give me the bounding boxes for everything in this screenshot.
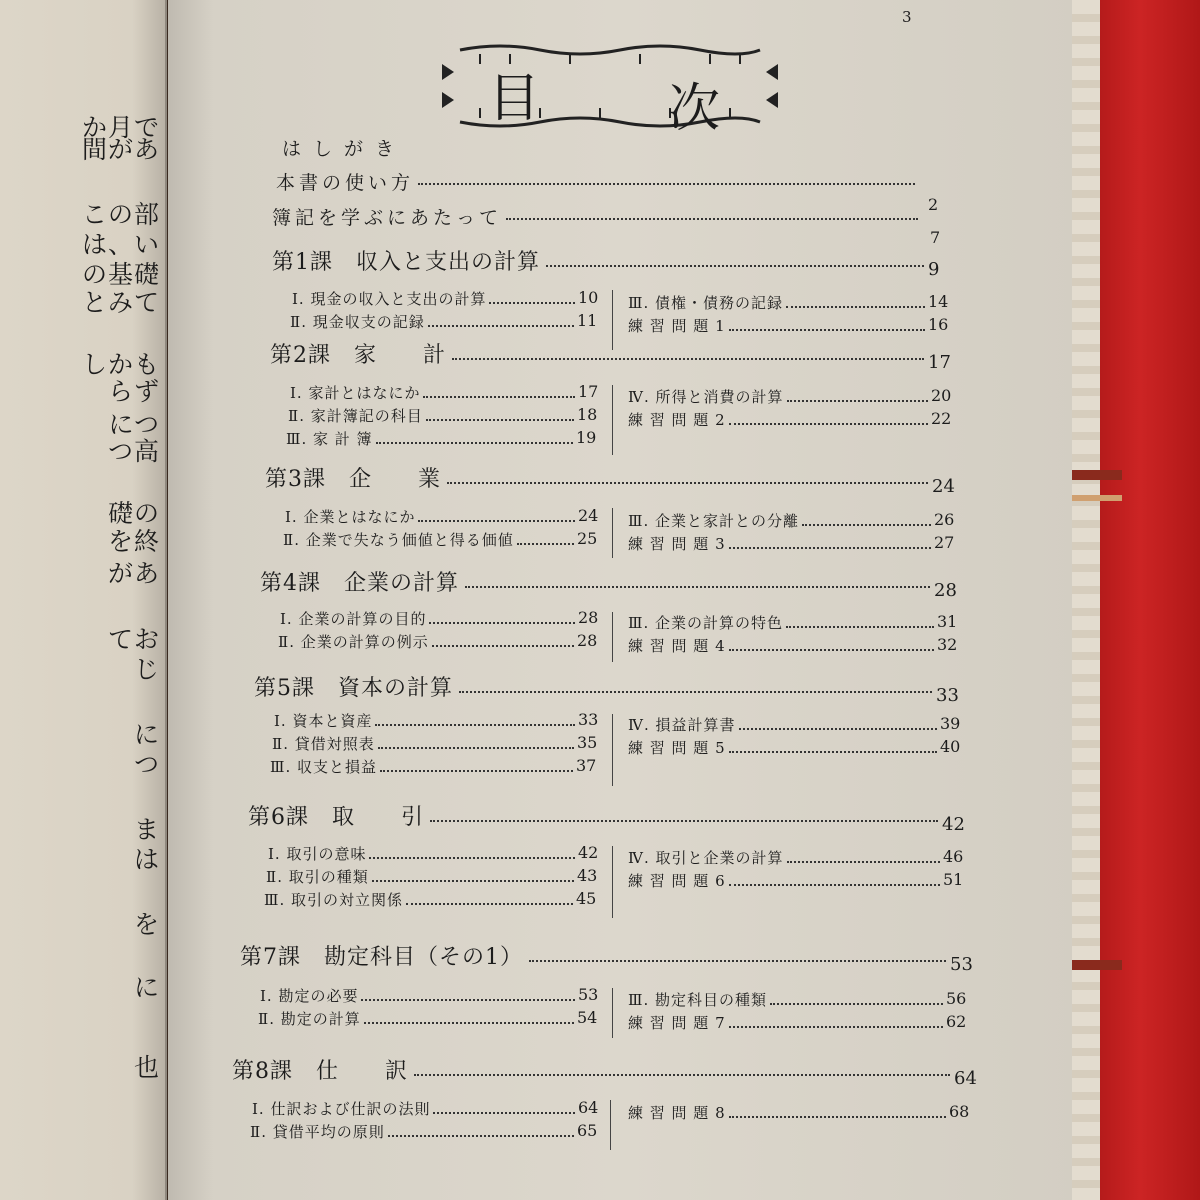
leader-dots [546, 265, 924, 267]
leader-dots [452, 358, 924, 360]
page-ref: 62 [946, 1012, 967, 1031]
leader-dots [375, 724, 575, 726]
page-ref: 14 [928, 292, 949, 311]
page-ref: 33 [936, 685, 959, 706]
leader-dots [447, 482, 928, 484]
front-matter-entry: 本書の使い方 [276, 172, 415, 194]
left-page-line: につ [108, 410, 160, 439]
page-ref: 45 [576, 889, 597, 908]
page-ref: 17 [928, 352, 951, 373]
leader-dots [406, 903, 573, 905]
column-separator [612, 290, 613, 350]
page-ref: 64 [578, 1098, 599, 1117]
page-ref: 54 [577, 1008, 598, 1027]
left-page-line: があ [107, 559, 160, 588]
front-matter-entry: 簿記を学ぶにあたって [272, 207, 503, 229]
page-ref: 68 [949, 1102, 970, 1121]
leader-dots [418, 520, 575, 522]
cover-stripe [1072, 960, 1122, 970]
page-ref: 18 [577, 405, 598, 424]
column-separator [612, 846, 613, 918]
page-ref: 9 [928, 259, 940, 280]
left-page-line: 也 [133, 1053, 160, 1082]
column-separator [612, 508, 613, 558]
page-ref: 28 [934, 580, 957, 601]
left-page-line: に [133, 720, 160, 749]
left-page-line: は [133, 845, 160, 874]
section-entry: 練 習 問 題 7 [628, 1014, 726, 1032]
leader-dots [380, 770, 573, 772]
leader-dots [802, 524, 931, 526]
left-page-line: つ [133, 750, 160, 779]
section-entry: Ⅱ. 貸借対照表 [272, 735, 375, 753]
front-matter-entry: はしがき [282, 138, 407, 160]
column-separator [612, 714, 613, 786]
page-ref: 51 [943, 870, 964, 889]
chapter-title: 第4課 企業の計算 [260, 571, 459, 596]
page-ref: 53 [950, 954, 973, 975]
title-char-1: 目 [488, 69, 541, 129]
page-ref: 42 [578, 843, 599, 862]
section-entry: Ⅰ. 仕訳および仕訳の法則 [252, 1100, 431, 1118]
section-entry: Ⅲ. 取引の対立関係 [264, 891, 404, 909]
leader-dots [517, 543, 574, 545]
section-entry: 練 習 問 題 1 [628, 317, 726, 335]
left-page-line: しかも [81, 350, 160, 379]
left-page-line: 礎の [107, 499, 160, 528]
section-entry: Ⅳ. 取引と企業の計算 [628, 849, 784, 867]
section-entry: Ⅱ. 勘定の計算 [258, 1010, 361, 1028]
page-ref: 32 [937, 635, 958, 654]
chapter-title: 第5課 資本の計算 [254, 676, 453, 701]
leader-dots [729, 884, 940, 886]
left-page-line: は、い [81, 230, 160, 259]
page-ref: 28 [578, 608, 599, 627]
leader-dots [729, 547, 931, 549]
left-page-line: てお [107, 625, 160, 654]
leader-dots [423, 396, 575, 398]
section-entry: Ⅱ. 貸借平均の原則 [250, 1123, 385, 1141]
section-entry: Ⅳ. 損益計算書 [628, 716, 736, 734]
section-entry: 練 習 問 題 3 [628, 535, 726, 553]
left-page-line: を終 [107, 527, 160, 556]
left-page-line: の基礎 [81, 260, 160, 289]
leader-dots [729, 329, 925, 331]
chapter-title: 第3課 企 業 [265, 467, 441, 492]
section-entry: Ⅱ. 企業の計算の例示 [278, 633, 429, 651]
page-ref: 46 [943, 847, 964, 866]
leader-dots [388, 1135, 574, 1137]
red-cover [1100, 0, 1200, 1200]
page-ref: 17 [578, 382, 599, 401]
leader-dots [787, 400, 928, 402]
section-entry: Ⅲ. 企業の計算の特色 [628, 614, 784, 632]
section-entry: Ⅰ. 取引の意味 [268, 845, 367, 863]
chapter-title: 第6課 取 引 [248, 805, 424, 830]
leader-dots [729, 649, 934, 651]
chapter-title: 第1課 収入と支出の計算 [272, 250, 540, 275]
cover-stripe [1072, 495, 1122, 501]
leader-dots [506, 218, 918, 220]
leader-dots [729, 751, 937, 753]
section-entry: Ⅰ. 資本と資産 [274, 712, 373, 730]
page-ref: 31 [937, 612, 958, 631]
section-entry: Ⅲ. 債権・債務の記録 [628, 294, 784, 312]
section-entry: Ⅱ. 取引の種類 [266, 868, 369, 886]
page-ref: 20 [931, 386, 952, 405]
leader-dots [786, 626, 934, 628]
leader-dots [787, 861, 940, 863]
leader-dots [770, 1003, 943, 1005]
left-page-line: ま [133, 815, 160, 844]
leader-dots [459, 691, 932, 693]
left-page-line: らず [107, 377, 160, 406]
leader-dots [378, 747, 574, 749]
page-ref: 37 [576, 756, 597, 775]
section-entry: Ⅰ. 家計とはなにか [290, 384, 421, 402]
leader-dots [428, 325, 574, 327]
left-page-line: を [133, 910, 160, 939]
chapter-title: 第7課 勘定科目（その1） [240, 945, 523, 970]
leader-dots [786, 306, 925, 308]
leader-dots [432, 645, 574, 647]
page-number: 3 [902, 8, 912, 26]
section-entry: Ⅰ. 勘定の必要 [260, 987, 359, 1005]
section-entry: Ⅱ. 企業で失なう価値と得る価値 [283, 531, 514, 549]
column-separator [612, 612, 613, 662]
page-ref: 28 [577, 631, 598, 650]
page-ref: 26 [934, 510, 955, 529]
page-ref: 11 [577, 311, 598, 330]
leader-dots [529, 960, 946, 962]
section-entry: Ⅰ. 企業とはなにか [285, 508, 416, 526]
page-ref: 53 [578, 985, 599, 1004]
leader-dots [729, 423, 928, 425]
page-ref: 24 [932, 476, 955, 497]
left-page [0, 0, 167, 1200]
section-entry: 練 習 問 題 2 [628, 411, 726, 429]
page-ref: 40 [940, 737, 961, 756]
page-ref: 16 [928, 315, 949, 334]
page-ref: 22 [931, 409, 952, 428]
leader-dots [729, 1116, 946, 1118]
page-ref: 43 [577, 866, 598, 885]
section-entry: Ⅱ. 現金収支の記録 [290, 313, 425, 331]
section-entry: 練 習 問 題 5 [628, 739, 726, 757]
page-ref: 24 [578, 506, 599, 525]
section-entry: Ⅲ. 家 計 簿 [286, 430, 373, 448]
leader-dots [739, 728, 937, 730]
page-ref: 64 [954, 1068, 977, 1089]
leader-dots [430, 820, 938, 822]
leader-dots [429, 622, 575, 624]
page-ref: 19 [576, 428, 597, 447]
page-ref: 56 [946, 989, 967, 1008]
section-entry: 練 習 問 題 6 [628, 872, 726, 890]
left-page-line: つ高 [107, 437, 160, 466]
section-entry: Ⅱ. 家計簿記の科目 [288, 407, 423, 425]
leader-dots [729, 1026, 943, 1028]
leader-dots [364, 1022, 574, 1024]
leader-dots [465, 586, 930, 588]
leader-dots [376, 442, 573, 444]
leader-dots [433, 1112, 575, 1114]
page-ref: 33 [578, 710, 599, 729]
chapter-title: 第2課 家 計 [270, 343, 446, 368]
page-ref: 27 [934, 533, 955, 552]
left-page-line: この部 [81, 200, 160, 229]
section-entry: 練 習 問 題 8 [628, 1104, 726, 1122]
leader-dots [418, 183, 915, 185]
page-ref: 25 [577, 529, 598, 548]
leader-dots [414, 1074, 950, 1076]
left-page-line: に [133, 973, 160, 1002]
leader-dots [369, 857, 575, 859]
left-page-line: じ [133, 655, 160, 684]
cover-stripe [1072, 470, 1122, 480]
page-ref: 2 [928, 195, 939, 214]
page-ref: 65 [577, 1121, 598, 1140]
page-ref: 39 [940, 714, 961, 733]
section-entry: Ⅰ. 現金の収入と支出の計算 [292, 290, 487, 308]
section-entry: Ⅰ. 企業の計算の目的 [280, 610, 427, 628]
title-char-2: 次 [668, 79, 721, 139]
left-page-line: とみて [81, 288, 160, 317]
section-entry: Ⅲ. 勘定科目の種類 [628, 991, 768, 1009]
section-entry: 練 習 問 題 4 [628, 637, 726, 655]
leader-dots [372, 880, 574, 882]
left-page-line: 間があ [81, 135, 160, 164]
page-ref: 42 [942, 814, 965, 835]
section-entry: Ⅲ. 企業と家計との分離 [628, 512, 800, 530]
section-entry: Ⅲ. 収支と損益 [270, 758, 378, 776]
page-ref: 10 [578, 288, 599, 307]
column-separator [612, 988, 613, 1038]
leader-dots [489, 302, 575, 304]
page-ref: 35 [577, 733, 598, 752]
column-separator [612, 385, 613, 455]
column-separator [610, 1100, 611, 1150]
leader-dots [426, 419, 574, 421]
page-ref: 7 [930, 228, 941, 247]
left-page-line: か月で [81, 113, 160, 142]
section-entry: Ⅳ. 所得と消費の計算 [628, 388, 784, 406]
chapter-title: 第8課 仕 訳 [232, 1059, 408, 1084]
leader-dots [361, 999, 575, 1001]
